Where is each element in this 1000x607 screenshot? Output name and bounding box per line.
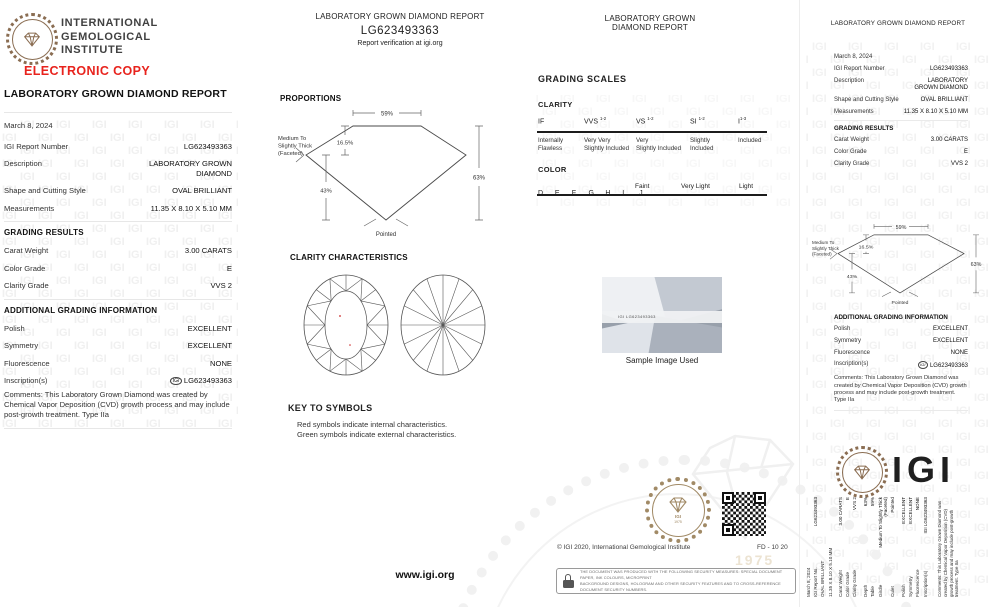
- seal-year: 1975: [674, 519, 682, 524]
- field-row: [908, 497, 913, 597]
- pavilion-pct-label: 43%: [846, 274, 858, 280]
- lock-icon: [563, 574, 574, 588]
- seal-diamond-icon: [21, 31, 43, 48]
- proportions-diagram-small: [812, 218, 990, 306]
- field-label: Shape and Cutting Style: [4, 186, 86, 196]
- clarity-desc: Very Very Slightly Included: [584, 137, 630, 152]
- institute-name-line: INSTITUTE: [61, 44, 124, 56]
- field-label: Fluorescence: [4, 358, 50, 368]
- field-label: Inscription(s): [834, 361, 869, 368]
- field-row: [838, 497, 843, 597]
- field-value: EXCELLENT: [187, 341, 232, 351]
- report-title-line1: LABORATORY GROWN: [604, 14, 696, 23]
- field-value: [170, 376, 232, 385]
- field-row: [834, 78, 968, 92]
- field-value: [918, 361, 968, 370]
- qr-finder: [754, 492, 766, 504]
- seal-wordmark: IGI: [674, 514, 681, 519]
- field-label: Inscription(s): [922, 570, 928, 597]
- color-range: Faint: [635, 183, 650, 190]
- color-range: Very Light: [681, 183, 710, 190]
- field-row: [4, 376, 232, 385]
- field-label: OVAL BRILLIANT: [820, 560, 826, 597]
- comments-text: [937, 497, 960, 597]
- igi-seal-logo-fold: [836, 446, 888, 501]
- divider: [834, 120, 968, 121]
- field-value: E: [845, 497, 851, 501]
- inclusion-mark: [349, 344, 351, 346]
- field-row: [4, 186, 232, 195]
- qr-code: [722, 492, 766, 536]
- clarity-grade: $I^{1-3}$: [738, 116, 747, 126]
- field-value: 11.35 X 8.10 X 5.10 MM: [150, 203, 232, 213]
- field-row: [834, 149, 968, 156]
- field-row: [828, 497, 833, 597]
- field-row: [834, 109, 968, 116]
- institute-name-line: GEMOLOGICAL: [61, 30, 151, 43]
- field-label: Color Grade: [4, 263, 46, 273]
- field-label: IGI Report Number: [4, 142, 69, 151]
- field-value: Pointed: [890, 497, 896, 513]
- clarity-grade: SI $^{1-2}$: [690, 116, 705, 126]
- field-label: IGI Report Number: [834, 66, 885, 72]
- field-row: [4, 324, 232, 333]
- field-value: This Laboratory Grown Diamond was created by Chemical Vapor Deposition (CVD) growth process and may include post-growth treatment. Type IIa: [937, 500, 960, 597]
- field-label: Symmetry: [834, 337, 861, 344]
- field-value: LG623493363: [813, 497, 819, 527]
- field-row: [901, 497, 906, 597]
- seal-diamond-icon: [851, 464, 873, 481]
- key-external-line: Green symbols indicate external characteristics.: [297, 430, 457, 440]
- institute-name-line: INTERNATIONAL: [61, 17, 158, 29]
- field-row: [4, 142, 232, 151]
- proportions-diagram: [276, 100, 488, 240]
- igi-inscription-icon: IGI: [170, 377, 182, 385]
- field-label: Clarity Grade: [852, 569, 858, 597]
- comments-text: Comments: This Laboratory Grown Diamond was created by Chemical Vapor Deposition (CVD) growth process and may include post-growth treatment. Type IIa: [4, 389, 230, 420]
- field-value: VVS 2: [210, 281, 232, 291]
- field-row: [813, 497, 818, 597]
- inclusion-mark: [339, 315, 341, 317]
- clarity-characteristics-heading: CLARITY CHARACTERISTICS: [290, 253, 408, 262]
- clarity-plot-diagrams: [300, 272, 490, 380]
- field-row: [4, 359, 232, 368]
- depth-pct-label: 63%: [970, 262, 982, 269]
- culet-label: Pointed: [375, 232, 397, 238]
- field-row: [834, 338, 968, 345]
- crown-pct-label: 16.5%: [336, 140, 354, 147]
- comments-text: Comments: This Laboratory Grown Diamond was created by Chemical Vapor Deposition (CVD) growth process and may include post-growth treatment. Type IIa: [834, 375, 967, 404]
- igi-seal-logo-footer: [645, 477, 711, 543]
- clarity-desc: Internally Flawless: [538, 137, 564, 152]
- field-row: [890, 497, 895, 597]
- copyright-text: © IGI 2020, International Gemological Institute: [557, 544, 691, 551]
- key-internal-line: Red symbols indicate internal characteristics.: [297, 420, 448, 429]
- field-value: EXCELLENT: [932, 326, 968, 332]
- security-text: [580, 569, 789, 592]
- field-value: OVAL BRILLIANT: [172, 186, 232, 196]
- field-label: Clarity Grade: [834, 160, 870, 167]
- watermark-year: 1975: [735, 552, 775, 568]
- divider: [4, 299, 232, 300]
- field-label: Table: [870, 586, 876, 597]
- field-value: EXCELLENT: [187, 323, 232, 333]
- report-number: LG623493363: [360, 25, 440, 37]
- girdle-label: Slightly Thick: [812, 245, 839, 251]
- igi-inscription-icon: IGI: [918, 361, 928, 369]
- additional-info-heading: ADDITIONAL GRADING INFORMATION: [834, 314, 948, 321]
- field-row: [834, 137, 968, 144]
- pavilion-pct-label: 43%: [320, 188, 332, 195]
- field-label: Symmetry: [907, 576, 913, 597]
- field-row: [923, 497, 928, 597]
- field-label: Culet: [890, 586, 896, 597]
- electronic-copy-label: ELECTRONIC COPY: [24, 64, 151, 78]
- field-label: Measurements: [834, 108, 874, 115]
- inscription-number: LG623493363: [929, 363, 968, 370]
- field-value: LG623493363: [183, 142, 232, 151]
- field-value: EXCELLENT: [907, 497, 913, 524]
- divider: [4, 112, 232, 113]
- girdle-label: (Faceted): [812, 251, 832, 257]
- field-label: Fluorescence: [915, 569, 921, 597]
- field-label: Girdle: [877, 584, 883, 597]
- field-row: [820, 497, 825, 597]
- field-label: Polish: [834, 326, 851, 332]
- color-grade-row: [538, 182, 767, 200]
- igi-seal-logo: [6, 13, 58, 65]
- fold-additional-info: [834, 312, 968, 415]
- field-label: Polish: [900, 584, 906, 597]
- clarity-desc: Very Slightly Included: [636, 137, 682, 152]
- field-row: [834, 66, 968, 73]
- field-value: LG623493363: [929, 66, 968, 72]
- field-label: Symmetry: [4, 341, 39, 351]
- qr-finder: [722, 524, 734, 536]
- security-bar: [556, 568, 796, 594]
- field-row: [4, 246, 232, 255]
- field-row: [852, 497, 857, 597]
- report-details: [4, 107, 232, 435]
- field-value: E: [963, 149, 968, 156]
- field-label: March 8, 2024: [806, 567, 811, 597]
- field-value: EXCELLENT: [900, 497, 906, 524]
- sample-image-caption: Sample Image Used: [625, 356, 699, 365]
- report-date: March 8, 2024: [834, 54, 873, 60]
- divider: [834, 410, 968, 411]
- field-value: E: [226, 263, 232, 273]
- color-range: Light: [739, 183, 754, 190]
- form-code: FD - 10 20: [757, 544, 788, 551]
- clarity-grade-row: [538, 116, 767, 125]
- field-value: Medium To Slightly Thick (Faceted): [877, 497, 888, 548]
- field-label: IGI Report No.: [813, 567, 819, 597]
- field-label: Measurements: [4, 203, 55, 213]
- field-row: [806, 497, 811, 597]
- rotated-summary-table: [806, 497, 986, 597]
- field-value: LABORATORY GROWN DIAMOND: [149, 159, 232, 178]
- field-value: VVS 2: [950, 160, 968, 167]
- field-row: [4, 159, 232, 178]
- field-row: [845, 497, 850, 597]
- key-to-symbols-text: [297, 420, 456, 440]
- proportions-heading: PROPORTIONS: [280, 94, 342, 103]
- table-pct-label: 59%: [380, 111, 394, 118]
- field-label: Color Grade: [845, 571, 851, 597]
- field-value: 3.00 CARATS: [930, 137, 968, 144]
- fold-report-details: [834, 54, 968, 173]
- field-label: Inscription(s): [4, 376, 48, 386]
- field-row: [870, 497, 875, 597]
- girdle-label: Slightly Thick: [278, 143, 313, 150]
- field-value: IGI LG623493363: [922, 497, 928, 534]
- report-title: LABORATORY GROWN DIAMOND REPORT: [830, 20, 966, 27]
- report-title: LABORATORY GROWN DIAMOND REPORT: [315, 12, 485, 21]
- clarity-desc: Included: [738, 137, 762, 144]
- fold-line: [799, 0, 800, 607]
- field-row: [4, 281, 232, 290]
- field-value: OVAL BRILLIANT: [920, 96, 968, 103]
- field-row: [4, 204, 232, 213]
- seal-diamond-icon: [666, 496, 690, 524]
- field-label: Color Grade: [834, 149, 867, 156]
- field-label: Polish: [4, 323, 25, 333]
- field-label: Shape and Cutting Style: [834, 96, 899, 103]
- field-row: [834, 350, 968, 357]
- field-row: [878, 497, 889, 597]
- field-value: NONE: [210, 358, 232, 368]
- field-label: Carat Weight: [834, 137, 869, 144]
- depth-pct-label: 63%: [472, 175, 486, 182]
- scales-header: [585, 14, 715, 32]
- report-title-line2: DIAMOND REPORT: [612, 23, 688, 32]
- clarity-scale-heading: CLARITY: [538, 100, 573, 109]
- field-value: VVS 2: [852, 497, 858, 511]
- field-label: Depth: [862, 584, 868, 597]
- field-row: [4, 264, 232, 273]
- color-scale-heading: COLOR: [538, 165, 567, 174]
- girdle-label: (Faceted): [278, 151, 303, 157]
- field-row: [915, 497, 920, 597]
- girdle-label: Medium To: [812, 240, 835, 246]
- field-label: Description: [4, 159, 42, 169]
- verification-note: Report verification at igi.org: [357, 40, 443, 47]
- website-link[interactable]: www.igi.org: [395, 569, 455, 581]
- field-label: Carat Weight: [4, 246, 49, 256]
- report-title: LABORATORY GROWN DIAMOND REPORT: [4, 88, 227, 100]
- field-label: Description: [834, 77, 865, 84]
- grading-scales-heading: GRADING SCALES: [538, 74, 627, 84]
- key-to-symbols-heading: KEY TO SYMBOLS: [288, 403, 373, 413]
- field-value: 59%: [870, 497, 876, 507]
- crown-pct-label: 16.5%: [858, 244, 874, 251]
- field-value: 3.00 CARATS: [837, 497, 843, 526]
- culet-label: Pointed: [891, 301, 909, 306]
- sample-image: [602, 277, 722, 353]
- field-label: Fluorescence: [834, 349, 871, 356]
- igi-wordmark: IGI: [892, 449, 956, 490]
- field-value: 63%: [862, 497, 868, 507]
- clarity-grade: IF: [538, 118, 545, 126]
- field-value: NONE: [950, 349, 968, 356]
- security-line: BACKGROUND DESIGNS, HOLOGRAM AND OTHER SECURITY FEATURES AND TO CROSS-REFERENCE DOCUMENT SECURITY NUMBERS.: [580, 581, 781, 592]
- field-label: Clarity Grade: [4, 281, 49, 291]
- grading-results-heading: GRADING RESULTS: [4, 228, 84, 238]
- divider: [4, 428, 232, 429]
- field-row: [834, 161, 968, 168]
- clarity-scale-rule: [537, 131, 767, 133]
- field-value: LABORATORY GROWN DIAMOND: [914, 77, 968, 91]
- field-label: 11.35 X 8.10 X 5.10 MM: [827, 547, 833, 597]
- rotated-summary: [806, 497, 990, 601]
- grading-results-heading: GRADING RESULTS: [834, 125, 894, 133]
- field-value: NONE: [915, 497, 921, 511]
- field-row: [834, 97, 968, 104]
- field-value: 11.35 X 8.10 X 5.10 MM: [903, 108, 968, 115]
- inscription-number: LG623493363: [183, 376, 232, 386]
- table-pct-label: 59%: [895, 224, 907, 231]
- field-row: [834, 361, 968, 370]
- clarity-grade: VVS $^{1-2}$: [584, 116, 607, 126]
- report-date: March 8, 2024: [4, 121, 53, 130]
- field-value: EXCELLENT: [932, 337, 968, 344]
- color-scale-rule: [537, 194, 767, 196]
- institute-name: [61, 17, 158, 58]
- field-row: [863, 497, 868, 597]
- girdle-label: Medium To: [278, 136, 307, 142]
- additional-info-heading: ADDITIONAL GRADING INFORMATION: [4, 305, 158, 315]
- field-label: Carat Weight: [837, 570, 843, 597]
- middle-header: [278, 12, 522, 47]
- clarity-desc: Slightly Included: [690, 137, 714, 152]
- field-label: Comments:: [937, 574, 943, 597]
- divider: [4, 221, 232, 222]
- security-line: THE DOCUMENT WAS PRODUCED WITH THE FOLLOWING SECURITY MEASURES: SPECIAL DOCUMENT PAPER, INK COLOURS, MICROPRINT: [580, 569, 783, 581]
- field-value: 3.00 CARATS: [184, 246, 232, 256]
- qr-finder: [722, 492, 734, 504]
- clarity-grade: VS $^{1-2}$: [636, 116, 654, 126]
- field-row: [4, 341, 232, 350]
- field-row: [834, 326, 968, 333]
- laser-inscription: IGI LG623493363: [602, 311, 722, 323]
- clarity-desc-row: [538, 137, 767, 153]
